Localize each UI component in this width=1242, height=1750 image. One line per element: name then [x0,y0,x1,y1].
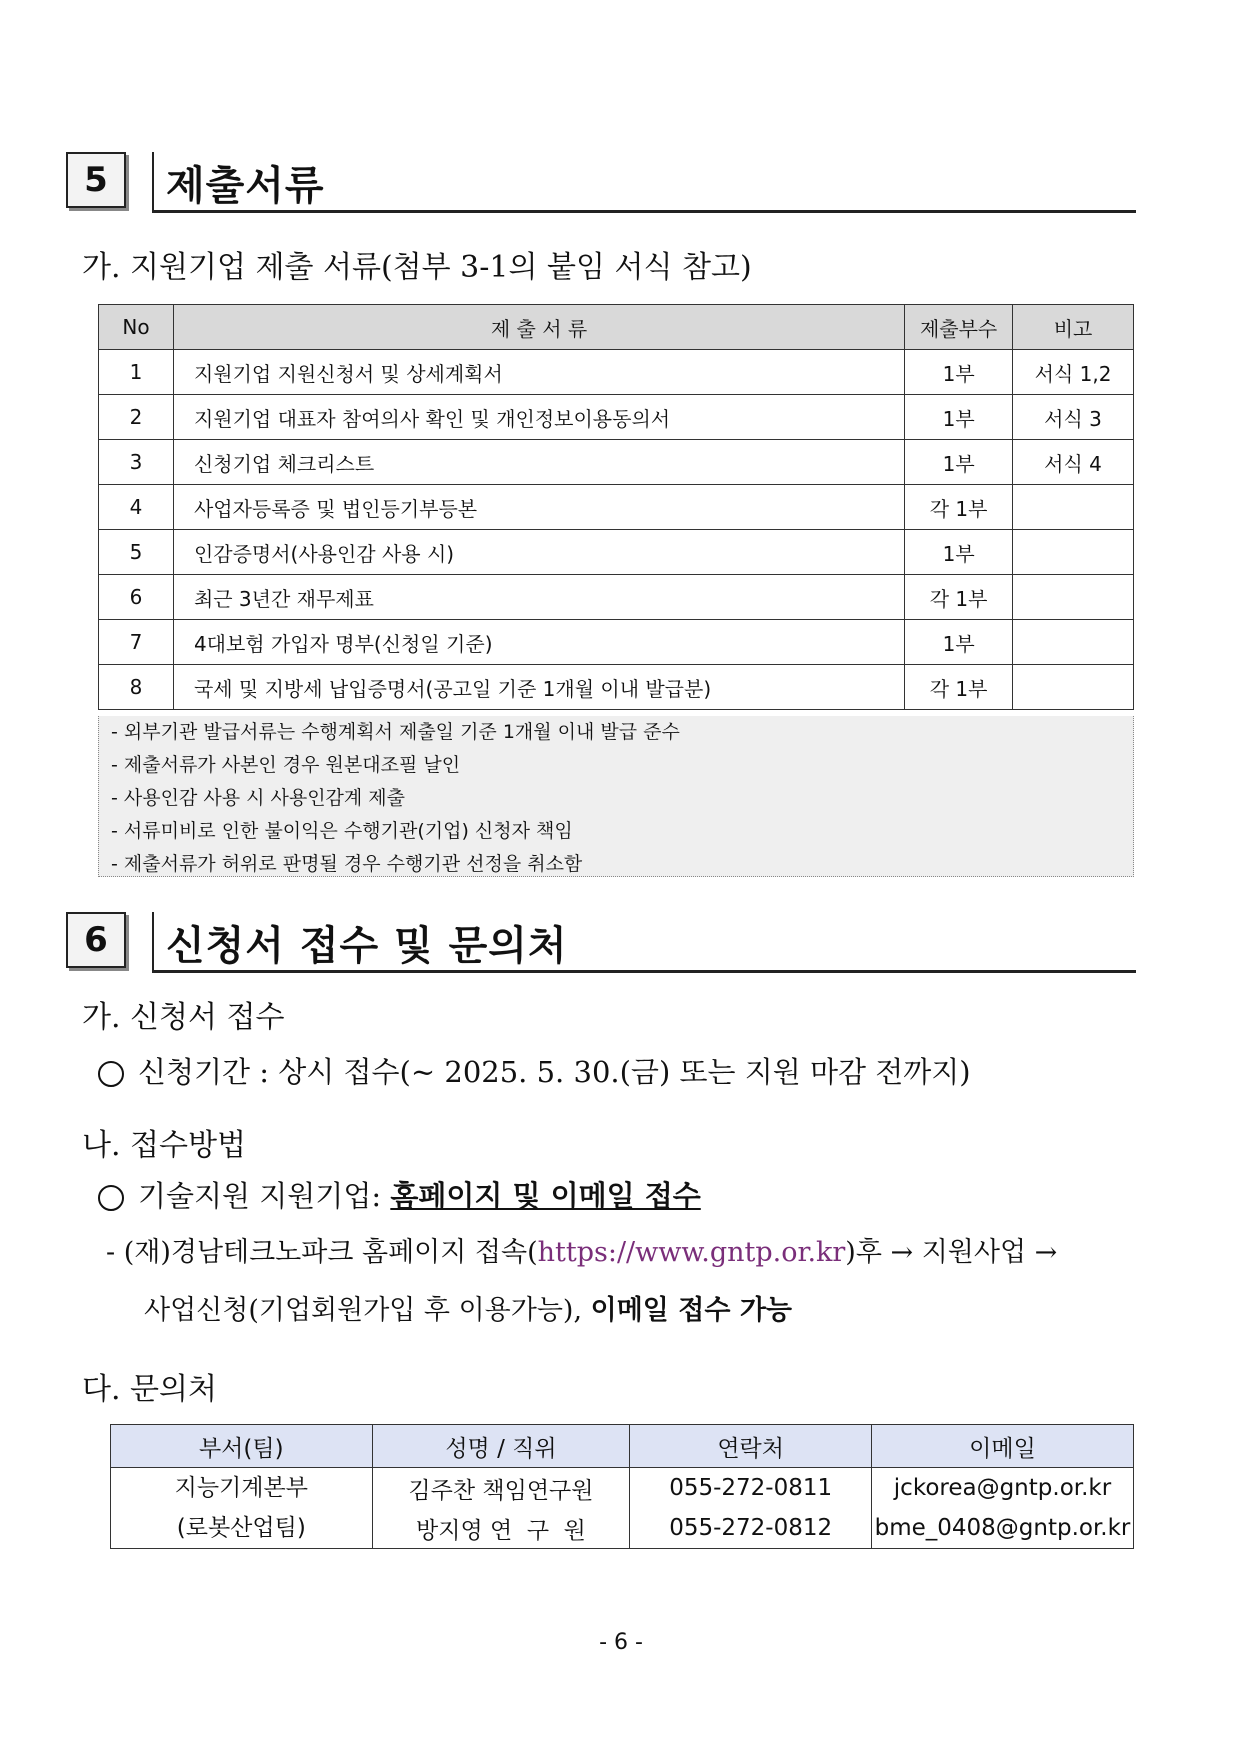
method-label: 기술지원 지원기업: [138,1179,391,1213]
note-item: - 사용인감 사용 시 사용인감계 제출 [111,787,406,809]
table-row [99,395,1134,440]
row-no: 6 [99,575,174,620]
header-name: 성명 / 직위 [372,1425,630,1468]
header-copies: 제출부수 [905,305,1013,350]
row-doc: 4대보험 가입자 명부(신청일 기준) [173,620,904,665]
section-5-header [66,152,1136,214]
table-row [99,665,1134,710]
detail2-pre: 사업신청(기업회원가입 후 이용가능), [144,1295,591,1326]
header-phone: 연락처 [630,1425,872,1468]
section-title-box [152,152,1136,213]
row-no: 5 [99,530,174,575]
row-no: 7 [99,620,174,665]
row-note: 서식 4 [1013,440,1134,485]
application-period [98,1050,971,1091]
table-row [99,485,1134,530]
row-copies: 1부 [905,350,1013,395]
subheading-application: 가. 신청서 접수 [82,1000,285,1035]
row-copies: 1부 [905,440,1013,485]
person-name: 김주찬 책임연구원 [372,1468,630,1509]
person-name: 방지영 연 구 원 [372,1508,630,1549]
row-note [1013,575,1134,620]
row-no: 8 [99,665,174,710]
section-number: 6 [66,912,126,968]
method-value: 홈페이지 및 이메일 접수 [390,1179,701,1213]
table-row [99,440,1134,485]
team-name: (로봇산업팀) [176,1515,306,1541]
section-title: 제출서류 [166,163,325,209]
method-detail-line2 [144,1288,792,1327]
row-no: 1 [99,350,174,395]
header-doc: 제 출 서 류 [173,305,904,350]
circle-bullet-icon [98,1061,124,1087]
table-row [99,575,1134,620]
row-copies: 각 1부 [905,665,1013,710]
detail2-bold: 이메일 접수 가능 [590,1295,793,1326]
row-no: 4 [99,485,174,530]
detail-pre: - (재)경남테크노파크 홈페이지 접속( [106,1237,538,1268]
method-line [98,1174,701,1215]
notes-box [98,716,1134,877]
subheading-docs: 가. 지원기업 제출 서류(첨부 3-1의 붙임 서식 참고) [82,250,752,285]
detail-post: )후 → 지원사업 → [845,1237,1058,1268]
row-note [1013,620,1134,665]
section-6-header [66,912,1136,974]
row-copies: 각 1부 [905,485,1013,530]
row-no: 3 [99,440,174,485]
table-header-row [99,305,1134,350]
row-note [1013,485,1134,530]
row-doc: 지원기업 지원신청서 및 상세계획서 [173,350,904,395]
documents-table [98,304,1134,710]
note-item: - 외부기관 발급서류는 수행계획서 제출일 기준 1개월 이내 발급 준수 [111,721,680,743]
section-number: 5 [66,152,126,208]
contact-table [110,1424,1134,1549]
dept-name: 지능기계본부 [174,1475,308,1501]
dept-cell [111,1468,373,1549]
note-item: - 제출서류가 허위로 판명될 경우 수행기관 선정을 취소함 [111,853,583,875]
website-link[interactable]: https://www.gntp.or.kr [537,1237,846,1268]
method-detail-line1 [106,1230,1057,1269]
table-row [99,350,1134,395]
note-item: - 제출서류가 사본인 경우 원본대조필 날인 [111,754,461,776]
person-phone: 055-272-0812 [630,1508,872,1549]
row-note [1013,530,1134,575]
subheading-method: 나. 접수방법 [82,1128,246,1163]
note-item: - 서류미비로 인한 불이익은 수행기관(기업) 신청자 책임 [111,820,573,842]
row-note [1013,665,1134,710]
row-no: 2 [99,395,174,440]
table-row [111,1468,1134,1509]
person-email[interactable]: bme_0408@gntp.or.kr [871,1508,1133,1549]
circle-bullet-icon [98,1185,124,1211]
row-doc: 인감증명서(사용인감 사용 시) [173,530,904,575]
section-title-box [152,912,1136,973]
person-phone: 055-272-0811 [630,1468,872,1509]
row-doc: 최근 3년간 재무제표 [173,575,904,620]
page-number: - 6 - [599,1630,643,1655]
row-copies: 1부 [905,395,1013,440]
person-email[interactable]: jckorea@gntp.or.kr [871,1468,1133,1509]
row-note: 서식 3 [1013,395,1134,440]
row-copies: 1부 [905,530,1013,575]
table-row [99,530,1134,575]
header-no: No [99,305,174,350]
period-text: 신청기간 : 상시 접수(~ 2025. 5. 30.(금) 또는 지원 마감 전까지) [138,1055,971,1089]
section-title: 신청서 접수 및 문의처 [166,923,568,969]
header-note: 비고 [1013,305,1134,350]
subheading-contact: 다. 문의처 [82,1372,217,1407]
contact-header-row [111,1425,1134,1468]
header-email: 이메일 [871,1425,1133,1468]
row-note: 서식 1,2 [1013,350,1134,395]
row-doc: 신청기업 체크리스트 [173,440,904,485]
table-row [99,620,1134,665]
row-copies: 1부 [905,620,1013,665]
row-copies: 각 1부 [905,575,1013,620]
row-doc: 지원기업 대표자 참여의사 확인 및 개인정보이용동의서 [173,395,904,440]
header-dept: 부서(팀) [111,1425,373,1468]
row-doc: 사업자등록증 및 법인등기부등본 [173,485,904,530]
row-doc: 국세 및 지방세 납입증명서(공고일 기준 1개월 이내 발급분) [173,665,904,710]
